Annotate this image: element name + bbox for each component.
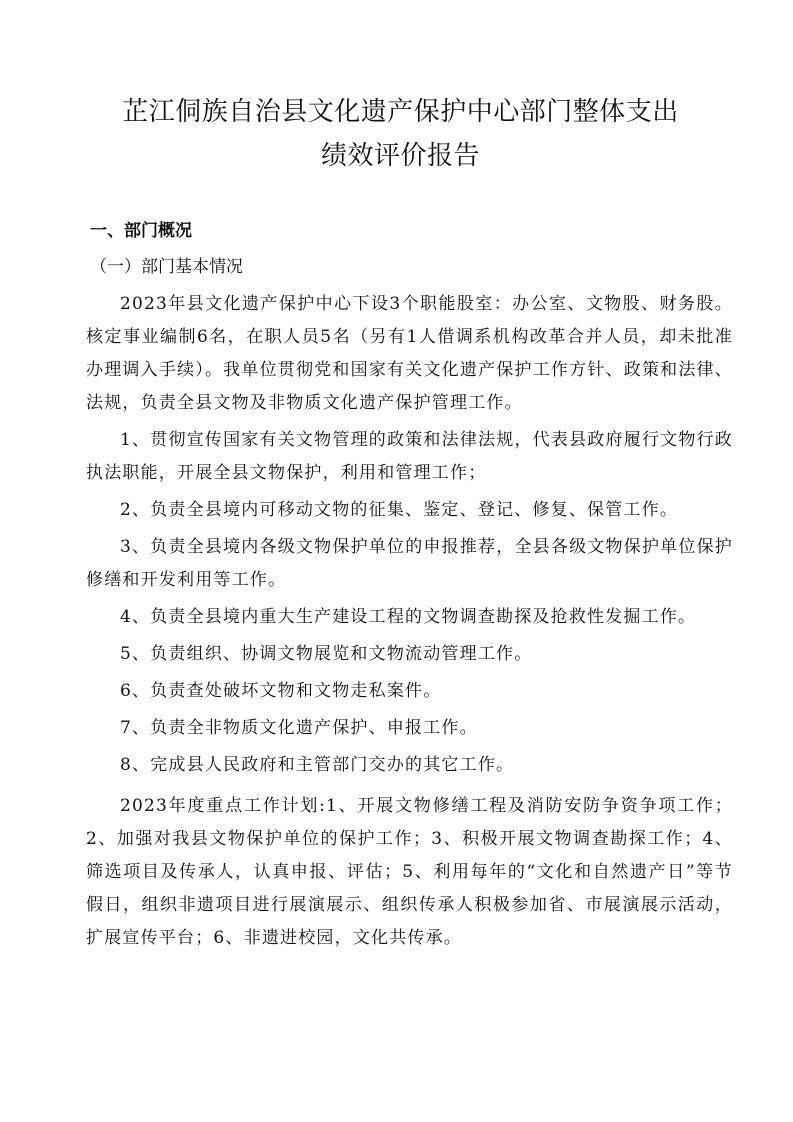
duties-list [88,424,733,782]
duty-item: 4、负责全县境内重大生产建设工程的文物调查勘探及抢救性发掘工作。 [120,607,697,627]
title-line-1: 芷江侗族自治县文化遗产保护中心部门整体支出 [122,97,679,127]
duty-item: 6、负责查处破坏文物和文物走私案件。 [120,681,442,701]
duty-item: 8、完成县人民政府和主管部门交办的其它工作。 [120,755,515,775]
intro-paragraph: 2023年县文化遗产保护中心下设3个职能股室：办公室、文物股、财务股。核定事业编制6名，在职人员5名（另有1人借调系机构改革合并人员，却未批准办理调入手续）。我单位贯彻党和国家有关文化遗产保护工作方针、政策和法律、法规，负责全县文物及非物质文化遗产保护管理工作。 [86,294,733,413]
title-line-2: 绩效评价报告 [320,141,480,171]
section-heading-overview: 一、部门概况 [90,221,192,241]
subsection-heading-basic-info: （一）部门基本情况 [90,257,243,277]
document-title [88,90,733,178]
duty-item: 1、贯彻宣传国家有关文物管理的政策和法律法规，代表县政府履行文物行政执法职能，开展全县文物保护，利用和管理工作； [86,430,733,483]
duty-item: 7、负责全非物质文化遗产保护、申报工作。 [120,718,478,738]
duty-item: 5、负责组织、协调文物展览和文物流动管理工作。 [120,644,533,664]
work-plan-paragraph: 2023年度重点工作计划:1、开展文物修缮工程及消防安防争资争项工作；2、加强对我县文物保护单位的保护工作；3、积极开展文物调查勘探工作；4、筛选项目及传承人，认真申报、评估；5、利用每年的“文化和自然遗产日”等节假日，组织非遗项目进行展演展示、组织传承人积极参加省、市展演展示活动，扩展宣传平台；6、非遗进校园，文化共传承。 [86,796,733,948]
duty-item: 2、负责全县境内可移动文物的征集、鉴定、登记、修复、保管工作。 [120,500,679,520]
duty-item: 3、负责全县境内各级文物保护单位的申报推荐，全县各级文物保护单位保护修缮和开发利用等工作。 [86,537,733,590]
